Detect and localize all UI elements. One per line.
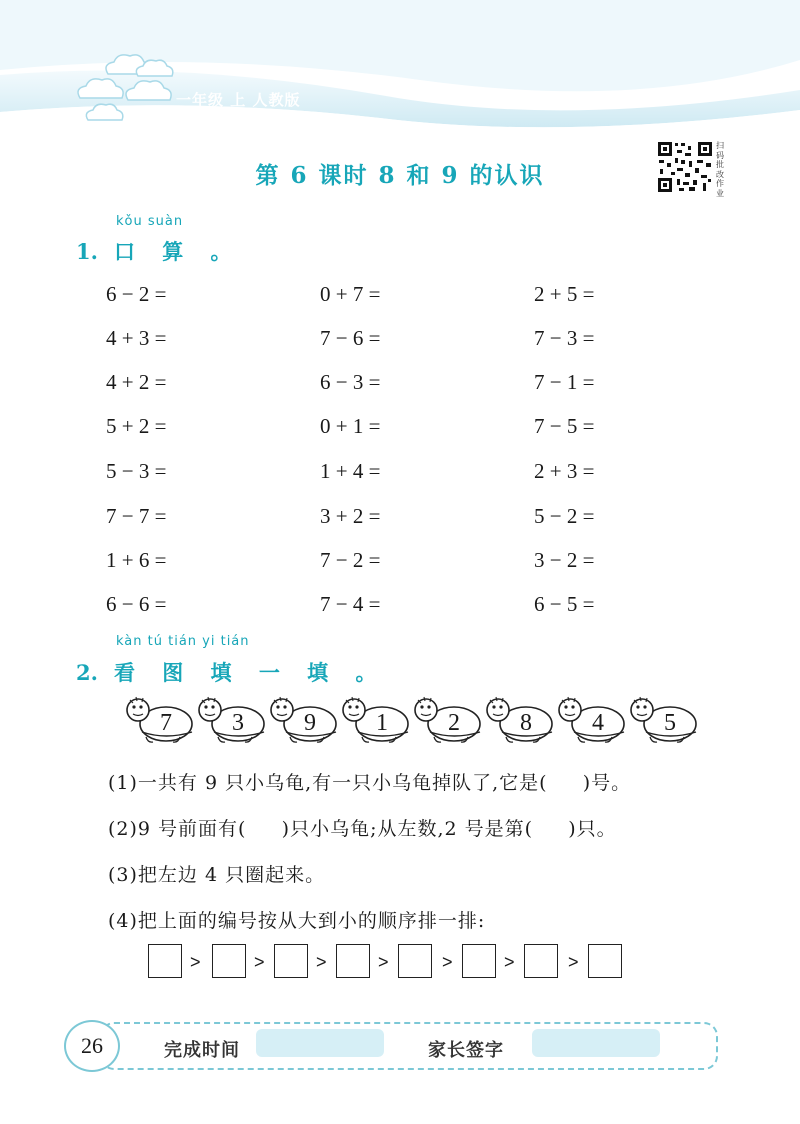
equation: 7 − 7 = bbox=[106, 504, 167, 528]
qr-side-text bbox=[716, 141, 726, 198]
equation: 6 − 2 = bbox=[106, 282, 167, 306]
question-3: (3)把左边 4 只圈起来。 bbox=[108, 864, 326, 886]
equation: 2 + 3 = bbox=[534, 459, 595, 483]
qr-char: 码 bbox=[716, 150, 724, 160]
equation: 3 − 2 = bbox=[534, 548, 595, 572]
turtle bbox=[412, 690, 484, 750]
lesson-title: 第 6 课时 8 和 9 的认识 bbox=[255, 162, 545, 189]
grade-edition-label: 一年级 上 人教版 bbox=[176, 91, 301, 109]
section2-heading bbox=[76, 657, 387, 687]
equation: 6 − 6 = bbox=[106, 592, 167, 616]
equation: 5 + 2 = bbox=[106, 414, 167, 438]
question-2: (2)9 号前面有( )只小乌龟;从左数,2 号是第( )只。 bbox=[108, 818, 617, 840]
equation: 6 − 3 = bbox=[320, 370, 381, 394]
completion-time-label: 完成时间 bbox=[164, 1040, 240, 1061]
section2-title: 看 图 填 一 填 。 bbox=[113, 660, 387, 685]
equation: 7 − 1 = bbox=[534, 370, 595, 394]
greater-than-symbol: > bbox=[190, 952, 201, 972]
equation: 7 − 6 = bbox=[320, 326, 381, 350]
turtle-number: 3 bbox=[232, 710, 244, 736]
turtle bbox=[340, 690, 412, 750]
answer-box[interactable] bbox=[274, 944, 308, 978]
equation: 7 − 3 = bbox=[534, 326, 595, 350]
turtle-number: 1 bbox=[376, 710, 388, 736]
turtle bbox=[556, 690, 628, 750]
equation: 1 + 4 = bbox=[320, 459, 381, 483]
parent-signature-field[interactable] bbox=[532, 1029, 660, 1057]
turtle bbox=[196, 690, 268, 750]
section1-title: 口 算 。 bbox=[113, 239, 242, 264]
equation: 7 − 5 = bbox=[534, 414, 595, 438]
equation: 1 + 6 = bbox=[106, 548, 167, 572]
qr-char: 批 bbox=[716, 160, 724, 169]
page-number: 26 bbox=[64, 1020, 120, 1072]
equation: 6 − 5 = bbox=[534, 592, 595, 616]
section1-number: 1. bbox=[76, 239, 98, 264]
header-banner bbox=[0, 0, 800, 140]
section2-pinyin: kàn tú tián yi tián bbox=[116, 634, 250, 649]
equation: 7 − 2 = bbox=[320, 548, 381, 572]
turtle bbox=[124, 690, 196, 750]
equation: 5 − 3 = bbox=[106, 459, 167, 483]
turtle-number: 9 bbox=[304, 710, 316, 736]
equation: 7 − 4 = bbox=[320, 592, 381, 616]
turtle-number: 8 bbox=[520, 710, 532, 736]
qr-char: 作 bbox=[716, 179, 724, 188]
turtle bbox=[484, 690, 556, 750]
qr-char: 改 bbox=[716, 169, 724, 179]
turtle bbox=[268, 690, 340, 750]
greater-than-symbol: > bbox=[254, 952, 265, 972]
turtle-number: 7 bbox=[160, 710, 172, 736]
answer-box[interactable] bbox=[588, 944, 622, 978]
greater-than-symbol: > bbox=[504, 952, 515, 972]
qr-code[interactable] bbox=[657, 141, 713, 193]
section1-pinyin: kǒu suàn bbox=[116, 214, 184, 229]
greater-than-symbol: > bbox=[568, 952, 579, 972]
equation: 2 + 5 = bbox=[534, 282, 595, 306]
answer-box[interactable] bbox=[148, 944, 182, 978]
question-1: (1)一共有 9 只小乌龟,有一只小乌龟掉队了,它是( )号。 bbox=[108, 772, 632, 794]
equation: 4 + 2 = bbox=[106, 370, 167, 394]
equation: 4 + 3 = bbox=[106, 326, 167, 350]
turtle-number: 2 bbox=[448, 710, 460, 736]
equation: 0 + 1 = bbox=[320, 414, 381, 438]
answer-box[interactable] bbox=[212, 944, 246, 978]
completion-time-field[interactable] bbox=[256, 1029, 384, 1057]
greater-than-symbol: > bbox=[442, 952, 453, 972]
answer-box[interactable] bbox=[462, 944, 496, 978]
equation: 0 + 7 = bbox=[320, 282, 381, 306]
answer-box[interactable] bbox=[398, 944, 432, 978]
greater-than-symbol: > bbox=[378, 952, 389, 972]
turtle-number: 4 bbox=[592, 710, 604, 736]
answer-box[interactable] bbox=[336, 944, 370, 978]
equation: 5 − 2 = bbox=[534, 504, 595, 528]
section1-heading bbox=[76, 236, 242, 266]
question-4: (4)把上面的编号按从大到小的顺序排一排: bbox=[108, 910, 486, 932]
answer-box[interactable] bbox=[524, 944, 558, 978]
turtle bbox=[628, 690, 700, 750]
section2-number: 2. bbox=[76, 660, 98, 685]
turtle-number: 5 bbox=[664, 710, 676, 736]
equation: 3 + 2 = bbox=[320, 504, 381, 528]
qr-char: 业 bbox=[716, 188, 724, 198]
parent-signature-label: 家长签字 bbox=[428, 1040, 504, 1061]
greater-than-symbol: > bbox=[316, 952, 327, 972]
qr-char: 扫 bbox=[716, 141, 724, 150]
